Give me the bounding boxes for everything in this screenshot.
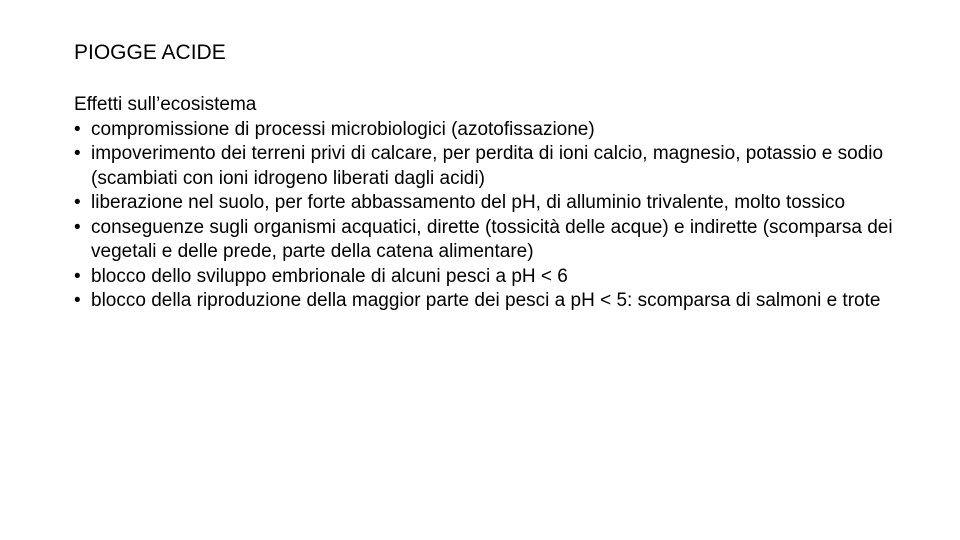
bullet-item-6 <box>74 289 904 314</box>
bullet-list <box>74 118 904 314</box>
bullet-text: compromissione di processi microbiologici (azotofissazione) <box>91 118 595 140</box>
section-heading: Effetti sull’ecosistema <box>74 94 257 115</box>
bullet-item-5 <box>74 265 904 290</box>
bullet-highlight-word: calcare <box>370 143 433 164</box>
bullet-text: blocco dello sviluppo embrionale di alcuni pesci a pH < 6 <box>91 265 568 287</box>
bullet-icon: • <box>74 143 81 164</box>
bullet-text: conseguenze sugli organismi acquatici, dirette (tossicità delle acque) e indirette (scomparsa dei vegetali e delle prede, parte della catena alimentare) <box>91 216 893 262</box>
bullet-icon: • <box>74 265 81 287</box>
bullet-icon: • <box>74 192 81 213</box>
bullet-text: liberazione nel suolo, per forte abbassamento del pH, di alluminio trivalente, molto tossico <box>91 192 846 213</box>
slide-content <box>74 93 904 314</box>
bullet-item-2 <box>74 142 904 191</box>
bullet-text: blocco della riproduzione della maggior parte dei pesci a pH < 5: scomparsa di salmoni e trote <box>91 290 881 311</box>
bullet-text-continued: , per perdita di ioni calcio, magnesio, potassio e sodio (scambiati con ioni idrogeno liberati dagli acidi) <box>91 143 884 189</box>
bullet-icon: • <box>74 118 81 140</box>
bullet-icon: • <box>74 216 81 238</box>
bullet-item-4 <box>74 216 904 265</box>
bullet-text: impoverimento dei terreni privi di <box>91 143 371 164</box>
bullet-item-3 <box>74 191 904 216</box>
bullet-item-1 <box>74 118 904 143</box>
bullet-icon: • <box>74 290 81 311</box>
slide-title: PIOGGE ACIDE <box>74 41 226 64</box>
